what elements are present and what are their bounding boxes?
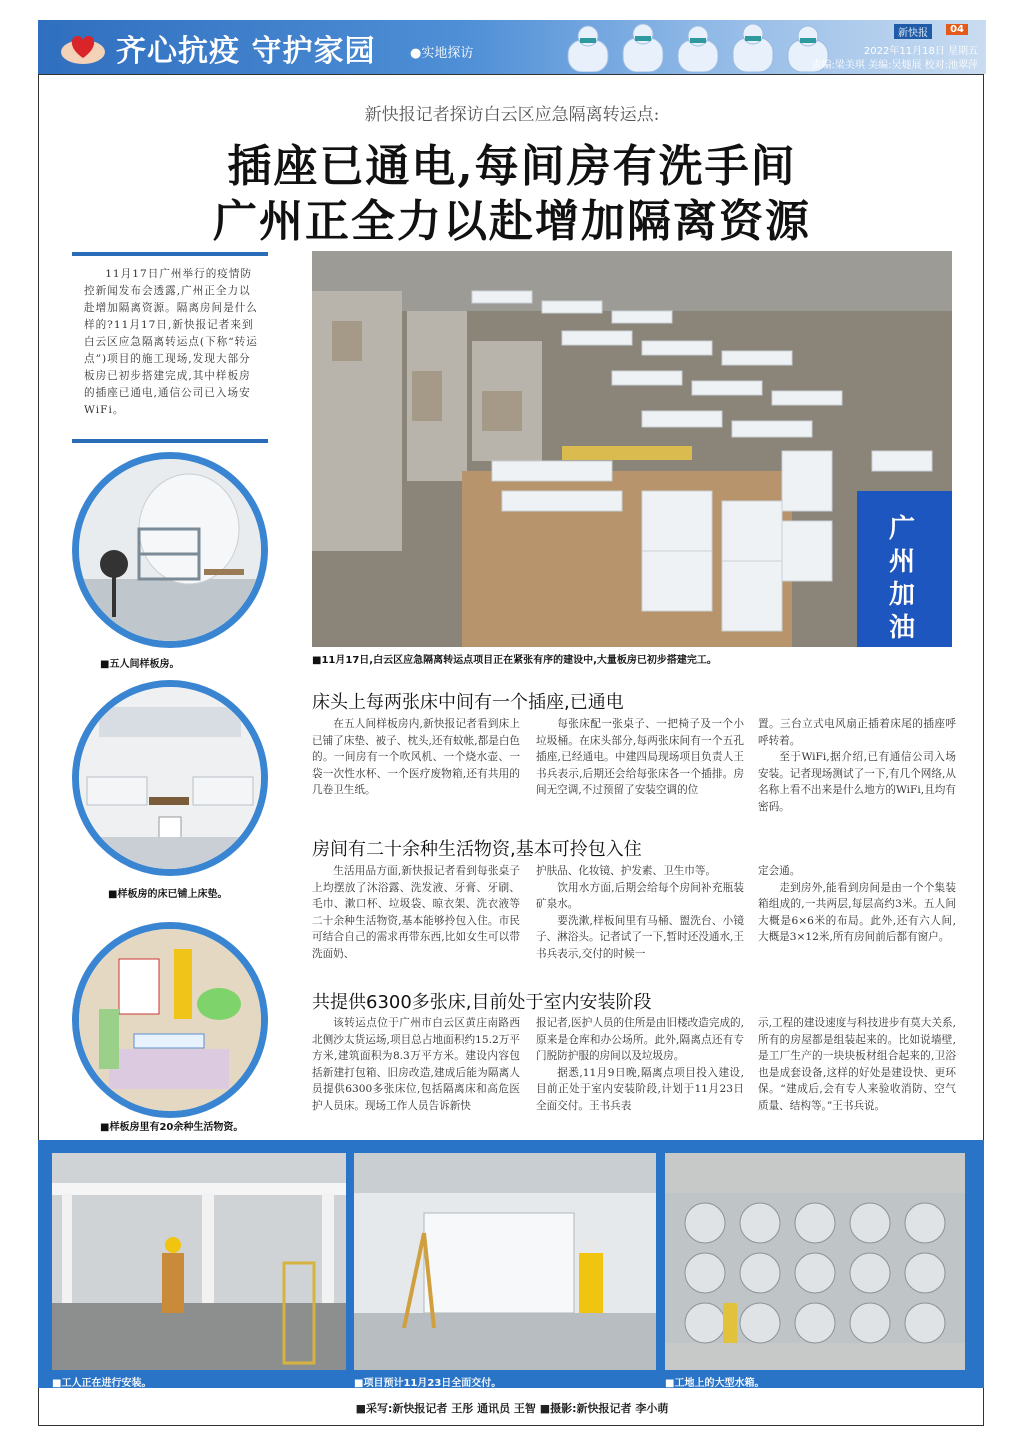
byline-credits: ■采写:新快报记者 王彤 通讯员 王智 ■摄影:新快报记者 李小萌 — [355, 1402, 669, 1415]
section-2-col-3: 定会通。 走到房外,能看到房间是由一个个集装箱组成的,一共两层,每层高约3米。五人间大概是6×6米的布局。此外,还有六人间,大概是3×12米,所有房间前后都有窗户。 — [758, 865, 956, 943]
photo-living-supplies — [72, 922, 268, 1118]
aerial-site-illustration — [312, 251, 952, 647]
section-2-title: 房间有二十余种生活物资,基本可拎包入住 — [312, 839, 642, 860]
photo-workers-installing — [52, 1153, 346, 1370]
paper-name: 新快报 — [894, 24, 932, 39]
page-number: 04 — [946, 24, 968, 35]
room-illustration — [79, 459, 261, 641]
section-3-col-2: 报记者,医护人员的住所是由旧楼改造完成的,原来是仓库和办公场所。此外,隔离点还有专门脱防护服的房间以及垃圾房。 据悉,11月9日晚,隔离点项目投入建设,目前正处于室内安装阶段,计划于11月23日全面交付。王书兵表 — [536, 1017, 745, 1112]
section-1-col-1: 在五人间样板房内,新快报记者看到床上已铺了床垫、被子、枕头,还有蚊帐,都是白色的。一间房有一个吹风机、一个烧水壶、一袋一次性水杯、一个医疗废物箱,还有共用的几卷卫生纸。 — [312, 718, 521, 796]
supplies-illustration — [79, 929, 261, 1111]
photo-water-tank — [665, 1153, 965, 1370]
aerial-caption: ■11月17日,白云区应急隔离转运点项目正在紧张有序的建设中,大量板房已初步搭建完工。 — [312, 655, 717, 666]
headline-line-2: 广州正全力以赴增加隔离资源 — [213, 196, 811, 247]
column-title: 齐心抗疫 守护家园 — [116, 34, 376, 69]
caption-bottom-2: ■项目预计11月23日全面交付。 — [354, 1378, 502, 1389]
caption-circle-3: ■样板房里有20余种生活物资。 — [100, 1122, 244, 1133]
room-interior-illustration — [354, 1153, 656, 1370]
caption-bottom-3: ■工地上的大型水箱。 — [665, 1378, 765, 1389]
page-header-banner — [38, 20, 986, 74]
kicker: 新快报记者探访白云区应急隔离转运点: — [364, 105, 660, 125]
section-3-col-1: 该转运点位于广州市白云区黄庄南路西北侧沙太货运场,项目总占地面积约15.2万平方米,建筑面积为8.3万平方米。建设内容包括新建打包箱、旧房改造,建成后能为隔离人员提供6300多张床位,包括隔离床和高危医护人员床。现场工作人员告诉新快 — [312, 1017, 520, 1112]
photo-room-interior — [354, 1153, 656, 1370]
heart-hand-icon — [58, 28, 108, 66]
section-2-col-1: 生活用品方面,新快报记者看到每张桌子上均摆放了沐浴露、洗发液、牙膏、牙刷、毛巾、漱口杯、垃圾袋、晾衣架、洗衣液等二十余种生活物资,基本能够拎包入住。市民可结合自己的需求再带东西,比如女生可以带洗面奶、 — [312, 865, 520, 960]
workers-illustration — [52, 1153, 346, 1370]
aerial-sign-text: 广州加油 — [888, 514, 915, 643]
section-3-title: 共提供6300多张床,目前处于室内安装阶段 — [312, 992, 652, 1013]
section-1-title: 床头上每两张床中间有一个插座,已通电 — [312, 692, 624, 713]
caption-circle-2: ■样板房的床已铺上床垫。 — [108, 889, 228, 900]
caption-bottom-1: ■工人正在进行安装。 — [52, 1378, 152, 1389]
column-subtitle: ●实地探访 — [410, 46, 474, 61]
water-tank-illustration — [665, 1153, 965, 1370]
headline-line-1: 插座已通电,每间房有洗手间 — [227, 141, 797, 192]
editor-line: 责编:梁美琪 美编:吴燧展 校对:池翠萍 — [811, 60, 978, 71]
aerial-photo — [312, 251, 952, 647]
caption-circle-1: ■五人间样板房。 — [100, 659, 180, 670]
issue-date: 2022年11月18日 星期五 — [863, 46, 978, 57]
section-1-col-2: 每张床配一张桌子、一把椅子及一个小垃圾桶。在床头部分,每两张床间有一个五孔插座,已经通电。中建四局现场项目负责人王书兵表示,后期还会给每张床各一个插排。房间无空调,不过预留了安装空调的位 — [536, 718, 744, 796]
section-2-col-2: 护肤品、化妆镜、护发素、卫生巾等。 饮用水方面,后期会给每个房间补充瓶装矿泉水。 要洗漱,样板间里有马桶、盥洗台、小镜子、淋浴头。记者试了一下,暂时还没通水,王书兵表示,交付的时候一 — [536, 865, 745, 960]
beds-illustration — [79, 687, 261, 869]
photo-five-person-room — [72, 452, 268, 648]
photo-beds-with-mattress — [72, 680, 268, 876]
section-1-col-3: 置。三台立式电风扇正插着床尾的插座呼呼转着。 至于WiFi,据介绍,已有通信公司入场安装。记者现场测试了一下,有几个网络,从名称上看不出来是什么地方的WiFi,且均有密码。 — [758, 718, 956, 813]
section-3-col-3: 示,工程的建设速度与科技进步有莫大关系,所有的房屋都是组装起来的。比如说墙壁,是工厂生产的一块块板材组合起来的,卫浴也是成套设备,这样的好处是建设快、更环保。“建成后,会有专人来验收消防、空气质量、结构等。”王书兵说。 — [758, 1017, 956, 1112]
lead-paragraph: 11月17日广州举行的疫情防控新闻发布会透露,广州正全力以赴增加隔离资源。隔离房间是什么样的?11月17日,新快报记者来到白云区应急隔离转运点(下称“转运点”)项目的施工现场,发现大部分板房已初步搭建完成,其中样板房的插座已通电,通信公司已入场安WiFi。 — [84, 268, 258, 416]
